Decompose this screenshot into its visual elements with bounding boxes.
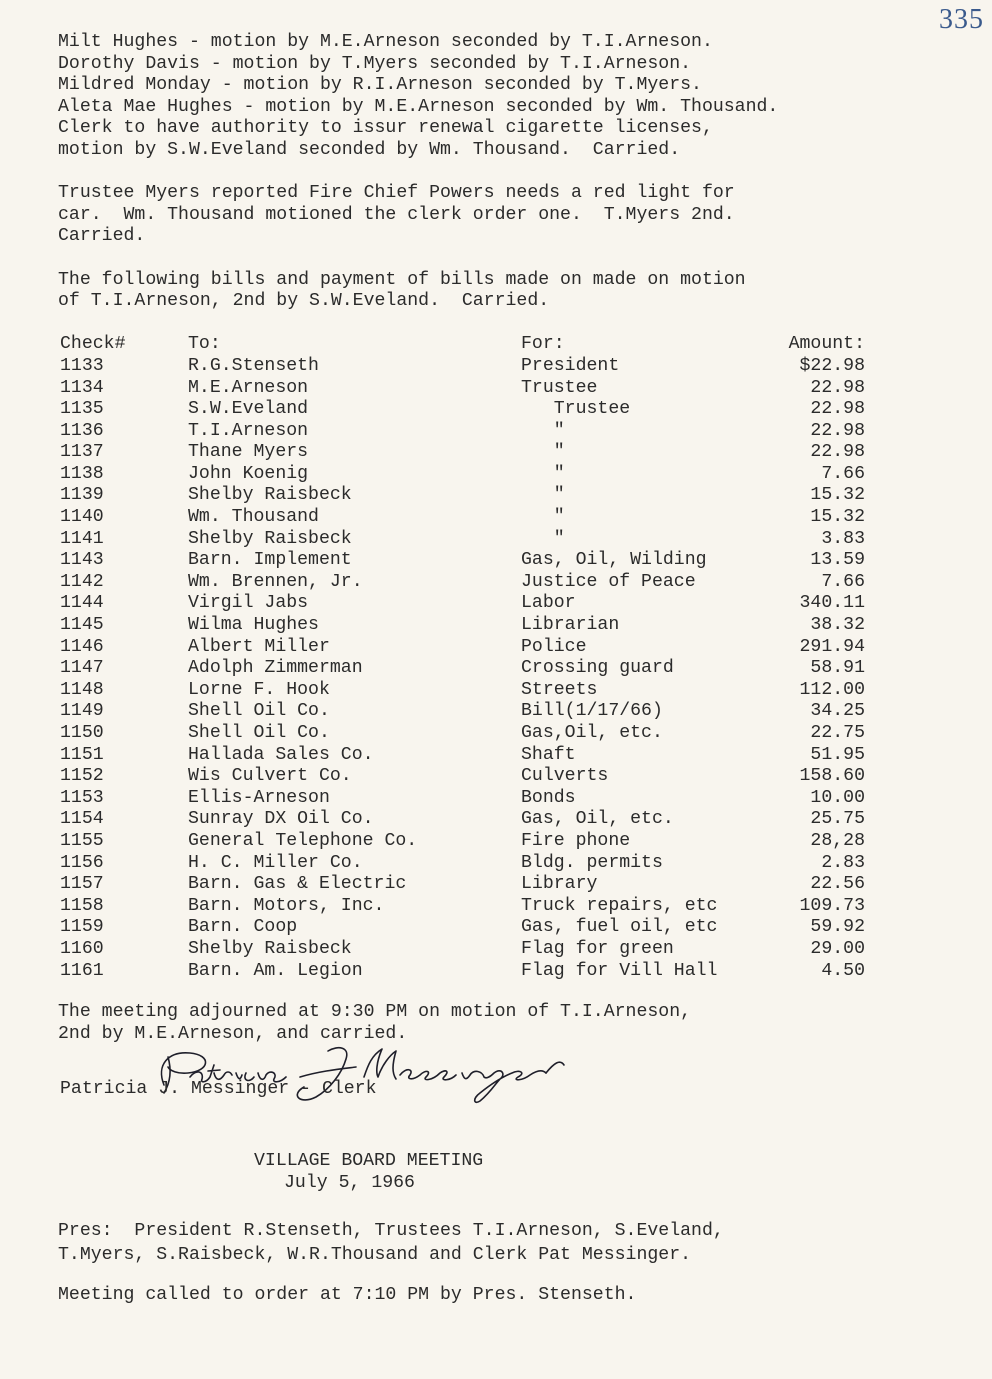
bill-payee: Barn. Coop xyxy=(188,917,298,938)
bill-purpose: Flag for Vill Hall xyxy=(521,960,718,981)
bill-amount: 59.92 xyxy=(810,917,865,938)
bill-amount: 51.95 xyxy=(810,744,865,765)
header-to: To: xyxy=(188,334,221,355)
bill-row xyxy=(60,809,865,831)
bill-payee: Barn. Implement xyxy=(188,550,352,571)
bill-check-number: 1149 xyxy=(60,701,104,722)
bill-amount: 34.25 xyxy=(810,701,865,722)
bill-purpose: Gas, fuel oil, etc xyxy=(521,917,718,938)
bill-purpose: Trustee xyxy=(521,399,631,420)
bill-amount: 158.60 xyxy=(799,766,865,787)
bill-payee: Hallada Sales Co. xyxy=(188,744,374,765)
bill-payee: Lorne F. Hook xyxy=(188,679,330,700)
bill-amount: 15.32 xyxy=(810,485,865,506)
bill-row xyxy=(60,529,865,551)
bill-check-number: 1142 xyxy=(60,571,104,592)
bill-amount: 112.00 xyxy=(799,679,865,700)
bill-payee: Adolph Zimmerman xyxy=(188,658,363,679)
bill-row xyxy=(60,788,865,810)
bill-check-number: 1143 xyxy=(60,550,104,571)
bill-amount: 38.32 xyxy=(810,615,865,636)
bill-payee: H. C. Miller Co. xyxy=(188,852,363,873)
fire-chief-paragraph xyxy=(58,183,938,248)
bill-check-number: 1144 xyxy=(60,593,104,614)
bill-amount: $22.98 xyxy=(799,355,865,376)
page-number: 335 xyxy=(939,4,984,35)
bill-row xyxy=(60,356,865,378)
bill-payee: M.E.Arneson xyxy=(188,377,309,398)
bill-check-number: 1150 xyxy=(60,723,104,743)
bill-row xyxy=(60,464,865,486)
bill-amount: 29.00 xyxy=(810,938,865,959)
bill-row xyxy=(60,442,865,464)
bill-payee: Shell Oil Co. xyxy=(188,723,330,743)
bill-amount: 58.91 xyxy=(810,658,865,679)
bill-row xyxy=(60,658,865,680)
bill-purpose: Gas, Oil, etc. xyxy=(521,809,674,830)
header-check: Check# xyxy=(60,334,126,355)
bill-check-number: 1152 xyxy=(60,766,104,787)
motion-line: Aleta Mae Hughes - motion by M.E.Arneson seconded by Wm. Thousand. xyxy=(58,96,779,117)
bill-purpose: Shaft xyxy=(521,744,576,765)
bill-check-number: 1153 xyxy=(60,787,104,808)
signature-block xyxy=(58,1045,938,1107)
bill-row xyxy=(60,896,865,918)
bill-purpose: Library xyxy=(521,874,598,895)
bill-payee: Albert Miller xyxy=(188,636,330,657)
bill-row xyxy=(60,550,865,572)
bill-amount: 28,28 xyxy=(810,830,865,851)
bill-row xyxy=(60,853,865,875)
bill-row xyxy=(60,766,865,788)
bill-purpose: Gas, Oil, Wilding xyxy=(521,550,707,571)
bill-payee: Shell Oil Co. xyxy=(188,701,330,722)
bill-amount: 22.98 xyxy=(810,442,865,463)
bill-amount: 15.32 xyxy=(810,507,865,528)
bill-purpose: Librarian xyxy=(521,615,620,636)
bill-payee: R.G.Stenseth xyxy=(188,355,319,376)
bill-payee: Shelby Raisbeck xyxy=(188,485,352,506)
bill-amount: 10.00 xyxy=(810,787,865,808)
motion-line: Milt Hughes - motion by M.E.Arneson seconded by T.I.Arneson. xyxy=(58,32,713,52)
bill-payee: Shelby Raisbeck xyxy=(188,528,352,549)
bill-check-number: 1138 xyxy=(60,463,104,484)
bill-row xyxy=(60,961,865,983)
bill-amount: 22.98 xyxy=(810,420,865,441)
bill-row xyxy=(60,593,865,615)
bill-purpose: " xyxy=(521,485,565,506)
bill-purpose: Labor xyxy=(521,593,576,614)
bill-amount: 22.98 xyxy=(810,377,865,398)
bill-check-number: 1135 xyxy=(60,399,104,420)
bill-check-number: 1145 xyxy=(60,615,104,636)
motions-paragraph xyxy=(58,32,938,162)
paragraph-line: The following bills and payment of bills made on made on motion xyxy=(58,269,746,290)
bill-purpose: " xyxy=(521,507,565,528)
bill-purpose: Gas,Oil, etc. xyxy=(521,723,663,743)
bill-row xyxy=(60,637,865,659)
bill-amount: 2.83 xyxy=(821,852,865,873)
bill-amount: 291.94 xyxy=(799,636,865,657)
bills-intro-paragraph xyxy=(58,270,938,313)
bill-row xyxy=(60,485,865,507)
bill-check-number: 1136 xyxy=(60,420,104,441)
minutes-document xyxy=(58,32,938,1306)
motion-line: Mildred Monday - motion by R.I.Arneson seconded by T.Myers. xyxy=(58,75,702,96)
bill-check-number: 1140 xyxy=(60,507,104,528)
bill-check-number: 1137 xyxy=(60,442,104,463)
bill-row xyxy=(60,939,865,961)
bill-check-number: 1148 xyxy=(60,679,104,700)
bill-payee: General Telephone Co. xyxy=(188,830,418,851)
present-paragraph xyxy=(58,1219,938,1267)
bill-check-number: 1157 xyxy=(60,874,104,895)
header-amount: Amount: xyxy=(788,334,865,355)
bill-payee: Virgil Jabs xyxy=(188,593,309,614)
bill-amount: 25.75 xyxy=(810,809,865,830)
bill-check-number: 1134 xyxy=(60,377,104,398)
bill-row xyxy=(60,723,865,745)
bill-check-number: 1133 xyxy=(60,355,104,376)
bill-row xyxy=(60,745,865,767)
bill-check-number: 1154 xyxy=(60,809,104,830)
bill-amount: 3.83 xyxy=(821,528,865,549)
bill-check-number: 1161 xyxy=(60,960,104,981)
bill-purpose: Crossing guard xyxy=(521,658,674,679)
bill-purpose: Culverts xyxy=(521,766,609,787)
bill-check-number: 1146 xyxy=(60,636,104,657)
bills-table-header xyxy=(60,334,865,356)
bill-row xyxy=(60,572,865,594)
bill-row xyxy=(60,701,865,723)
bill-row xyxy=(60,680,865,702)
bill-row xyxy=(60,615,865,637)
bill-payee: Barn. Motors, Inc. xyxy=(188,895,385,916)
bill-payee: Barn. Am. Legion xyxy=(188,960,363,981)
bill-purpose: " xyxy=(521,463,565,484)
bill-row xyxy=(60,421,865,443)
bill-amount: 22.56 xyxy=(810,874,865,895)
bill-row xyxy=(60,378,865,400)
paragraph-line: The meeting adjourned at 9:30 PM on motion of T.I.Arneson, xyxy=(58,1002,692,1023)
motion-line: motion by S.W.Eveland seconded by Wm. Thousand. Carried. xyxy=(58,139,681,160)
bill-purpose: Bonds xyxy=(521,787,576,808)
bill-amount: 7.66 xyxy=(821,463,865,484)
bill-row xyxy=(60,917,865,939)
bill-row xyxy=(60,874,865,896)
bill-purpose: Truck repairs, etc xyxy=(521,895,718,916)
bill-row xyxy=(60,507,865,529)
bill-check-number: 1158 xyxy=(60,895,104,916)
bill-check-number: 1155 xyxy=(60,830,104,851)
bill-check-number: 1156 xyxy=(60,852,104,873)
paragraph-line: T.Myers, S.Raisbeck, W.R.Thousand and Clerk Pat Messinger. xyxy=(58,1244,692,1265)
bill-payee: Thane Myers xyxy=(188,442,309,463)
bill-payee: Wm. Thousand xyxy=(188,507,319,528)
bill-amount: 22.98 xyxy=(810,399,865,420)
bill-payee: Wilma Hughes xyxy=(188,615,319,636)
bill-amount: 13.59 xyxy=(810,550,865,571)
meeting-date: July 5, 1966 xyxy=(284,1172,415,1193)
bill-check-number: 1160 xyxy=(60,938,104,959)
bill-purpose: Bldg. permits xyxy=(521,852,663,873)
bill-purpose: Streets xyxy=(521,679,598,700)
bill-payee: Shelby Raisbeck xyxy=(188,938,352,959)
bill-purpose: Trustee xyxy=(521,377,598,398)
bill-payee: Barn. Gas & Electric xyxy=(188,874,407,895)
bill-purpose: " xyxy=(521,528,565,549)
called-to-order-line: Meeting called to order at 7:10 PM by Pres. Stenseth. xyxy=(58,1284,637,1305)
paragraph-line: Carried. xyxy=(58,226,146,247)
bill-payee: John Koenig xyxy=(188,463,309,484)
clerk-name-line: Patricia J. Messinger - Clerk xyxy=(60,1079,377,1100)
motion-line: Clerk to have authority to issur renewal cigarette licenses, xyxy=(58,118,713,139)
bill-check-number: 1141 xyxy=(60,528,104,549)
paragraph-line: Pres: President R.Stenseth, Trustees T.I.Arneson, S.Eveland, xyxy=(58,1220,724,1241)
bill-purpose: Police xyxy=(521,636,587,657)
bills-table xyxy=(60,334,865,982)
bill-amount: 340.11 xyxy=(799,593,865,614)
paragraph-line: of T.I.Arneson, 2nd by S.W.Eveland. Carried. xyxy=(58,291,550,312)
bill-row xyxy=(60,831,865,853)
bill-amount: 109.73 xyxy=(799,895,865,916)
bill-check-number: 1139 xyxy=(60,485,104,506)
header-for: For: xyxy=(521,334,565,355)
bill-check-number: 1147 xyxy=(60,658,104,679)
bill-purpose: " xyxy=(521,442,565,463)
bill-payee: Wm. Brennen, Jr. xyxy=(188,571,363,592)
bill-purpose: President xyxy=(521,355,620,376)
meeting-title: VILLAGE BOARD MEETING xyxy=(254,1151,484,1172)
bill-purpose: Fire phone xyxy=(521,830,631,851)
bill-payee: T.I.Arneson xyxy=(188,420,309,441)
bill-row xyxy=(60,399,865,421)
paragraph-line: Trustee Myers reported Fire Chief Powers needs a red light for xyxy=(58,183,735,204)
bill-payee: Wis Culvert Co. xyxy=(188,766,352,787)
bill-purpose: Bill(1/17/66) xyxy=(521,701,663,722)
bill-amount: 7.66 xyxy=(821,571,865,592)
bill-purpose: Flag for green xyxy=(521,938,674,959)
bill-amount: 4.50 xyxy=(821,960,865,981)
bill-amount: 22.75 xyxy=(810,723,865,743)
bill-payee: Sunray DX Oil Co. xyxy=(188,809,374,830)
motion-line: Dorothy Davis - motion by T.Myers seconded by T.I.Arneson. xyxy=(58,53,692,74)
paragraph-line: 2nd by M.E.Arneson, and carried. xyxy=(58,1023,408,1044)
bill-payee: Ellis-Arneson xyxy=(188,787,330,808)
paragraph-line: car. Wm. Thousand motioned the clerk order one. T.Myers 2nd. xyxy=(58,204,735,225)
bill-purpose: Justice of Peace xyxy=(521,571,696,592)
bill-purpose: " xyxy=(521,420,565,441)
bill-check-number: 1151 xyxy=(60,744,104,765)
bill-payee: S.W.Eveland xyxy=(188,399,309,420)
bill-check-number: 1159 xyxy=(60,917,104,938)
